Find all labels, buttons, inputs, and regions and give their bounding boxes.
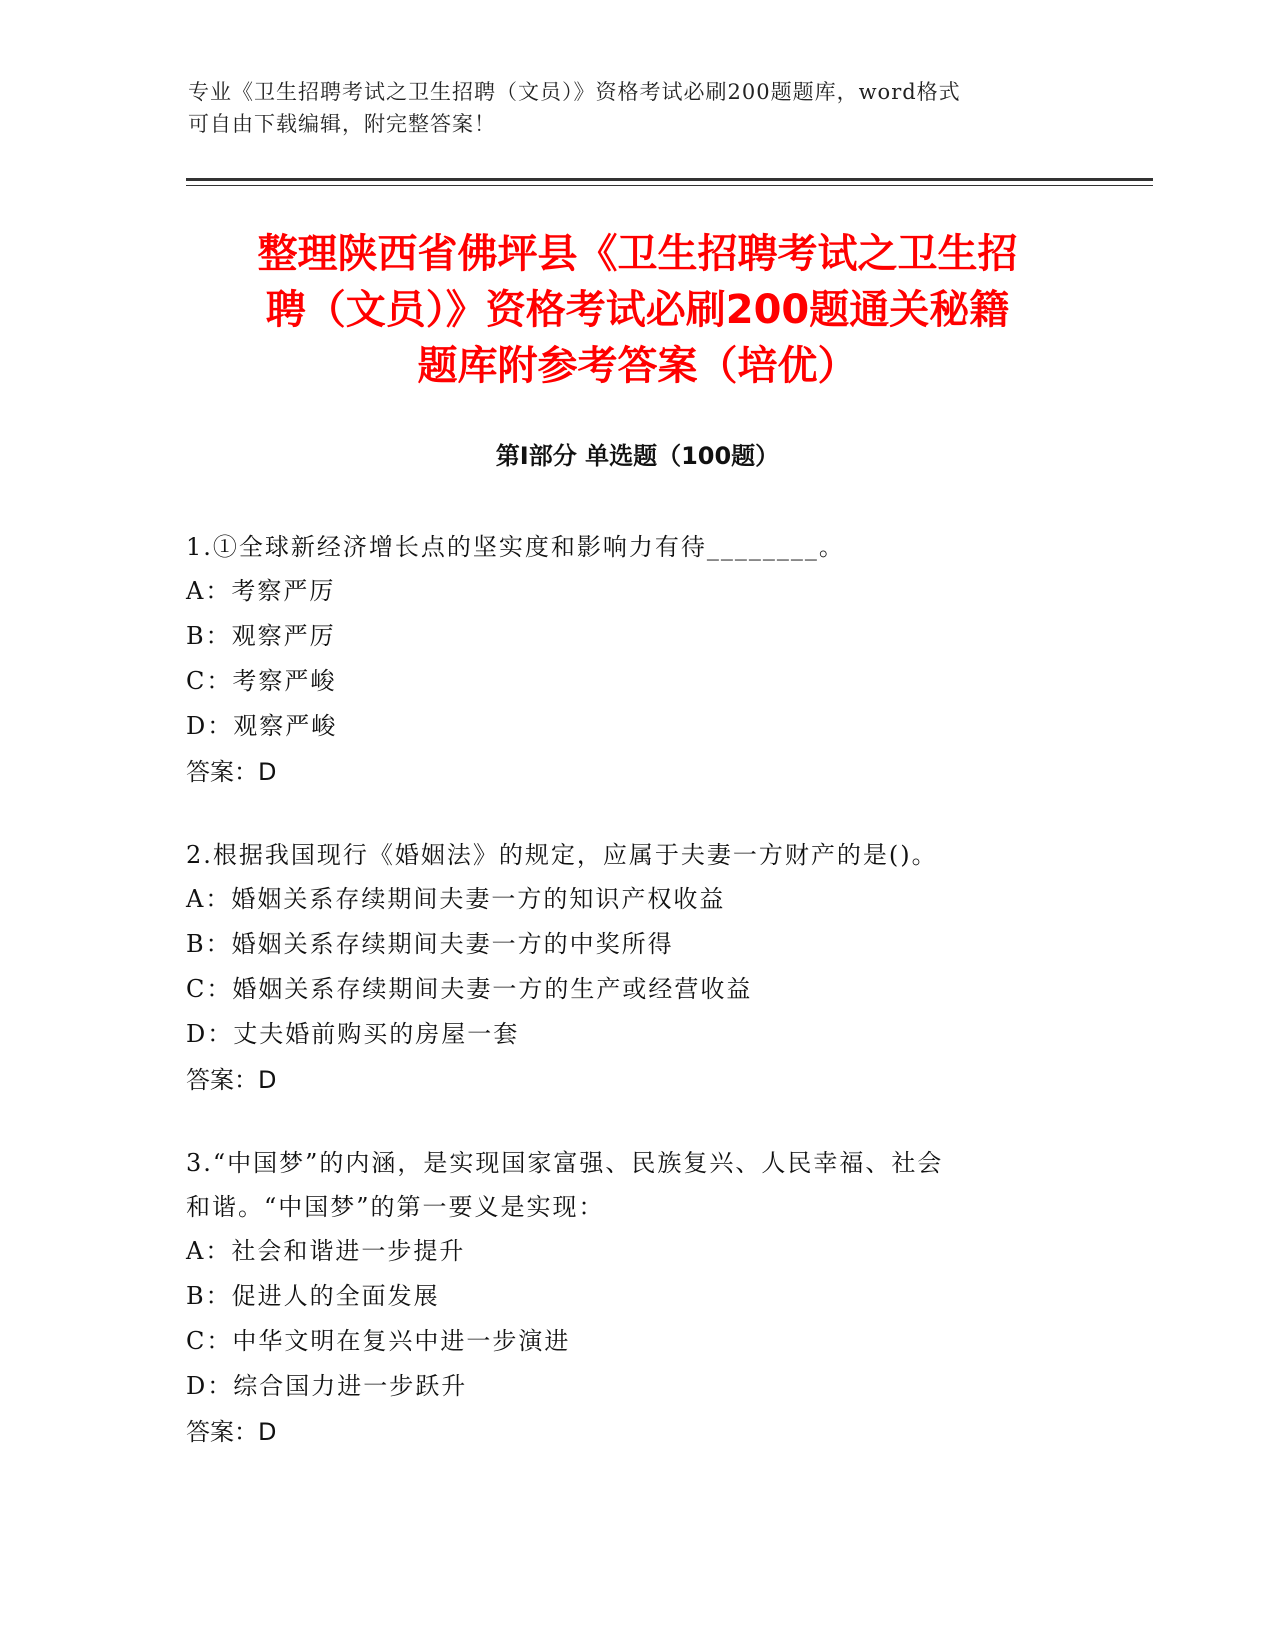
option-c: C：婚姻关系存续期间夫妻一方的生产或经营收益	[186, 975, 753, 1003]
option-c: C：中华文明在复兴中进一步演进	[186, 1327, 571, 1355]
option-a: A：考察严厉	[186, 577, 336, 605]
option-d: D：综合国力进一步跃升	[186, 1372, 468, 1400]
option-a: A：婚姻关系存续期间夫妻一方的知识产权收益	[186, 885, 726, 913]
option-b: B：观察严厉	[186, 622, 336, 650]
title-line-1: 整理陕西省佛坪县《卫生招聘考试之卫生招	[257, 231, 1018, 277]
question-1	[186, 525, 1086, 795]
answer: 答案：D	[186, 1066, 277, 1094]
question-stem: 2.根据我国现行《婚姻法》的规定，应属于夫妻一方财产的是()。	[186, 841, 938, 869]
header-divider-thin	[186, 185, 1153, 186]
header-note	[188, 76, 1068, 140]
option-d: D：丈夫婚前购买的房屋一套	[186, 1020, 520, 1048]
option-c: C：考察严峻	[186, 667, 337, 695]
option-b: B：促进人的全面发展	[186, 1282, 440, 1310]
question-stem-line-1: 3.“中国梦”的内涵，是实现国家富强、民族复兴、人民幸福、社会	[186, 1149, 944, 1177]
answer: 答案：D	[186, 1418, 277, 1446]
document-title	[160, 226, 1115, 394]
header-divider-thick	[186, 178, 1153, 181]
section-heading: 第Ⅰ部分 单选题（100题）	[495, 442, 780, 470]
title-line-2: 聘（文员）》资格考试必刷200题通关秘籍	[265, 287, 1010, 333]
question-stem-line-2: 和谐。“中国梦”的第一要义是实现：	[186, 1193, 605, 1221]
question-stem: 1.①全球新经济增长点的坚实度和影响力有待________。	[186, 533, 845, 561]
question-list	[186, 525, 1086, 1493]
question-3	[186, 1141, 1086, 1455]
header-note-line-2: 可自由下载编辑，附完整答案！	[188, 112, 496, 136]
title-line-3: 题库附参考答案（培优）	[417, 343, 858, 389]
option-d: D：观察严峻	[186, 712, 338, 740]
option-a: A：社会和谐进一步提升	[186, 1237, 466, 1265]
answer: 答案：D	[186, 758, 277, 786]
option-b: B：婚姻关系存续期间夫妻一方的中奖所得	[186, 930, 674, 958]
header-note-line-1: 专业《卫生招聘考试之卫生招聘（文员）》资格考试必刷200题题库，word格式	[188, 80, 961, 104]
question-2	[186, 833, 1086, 1103]
